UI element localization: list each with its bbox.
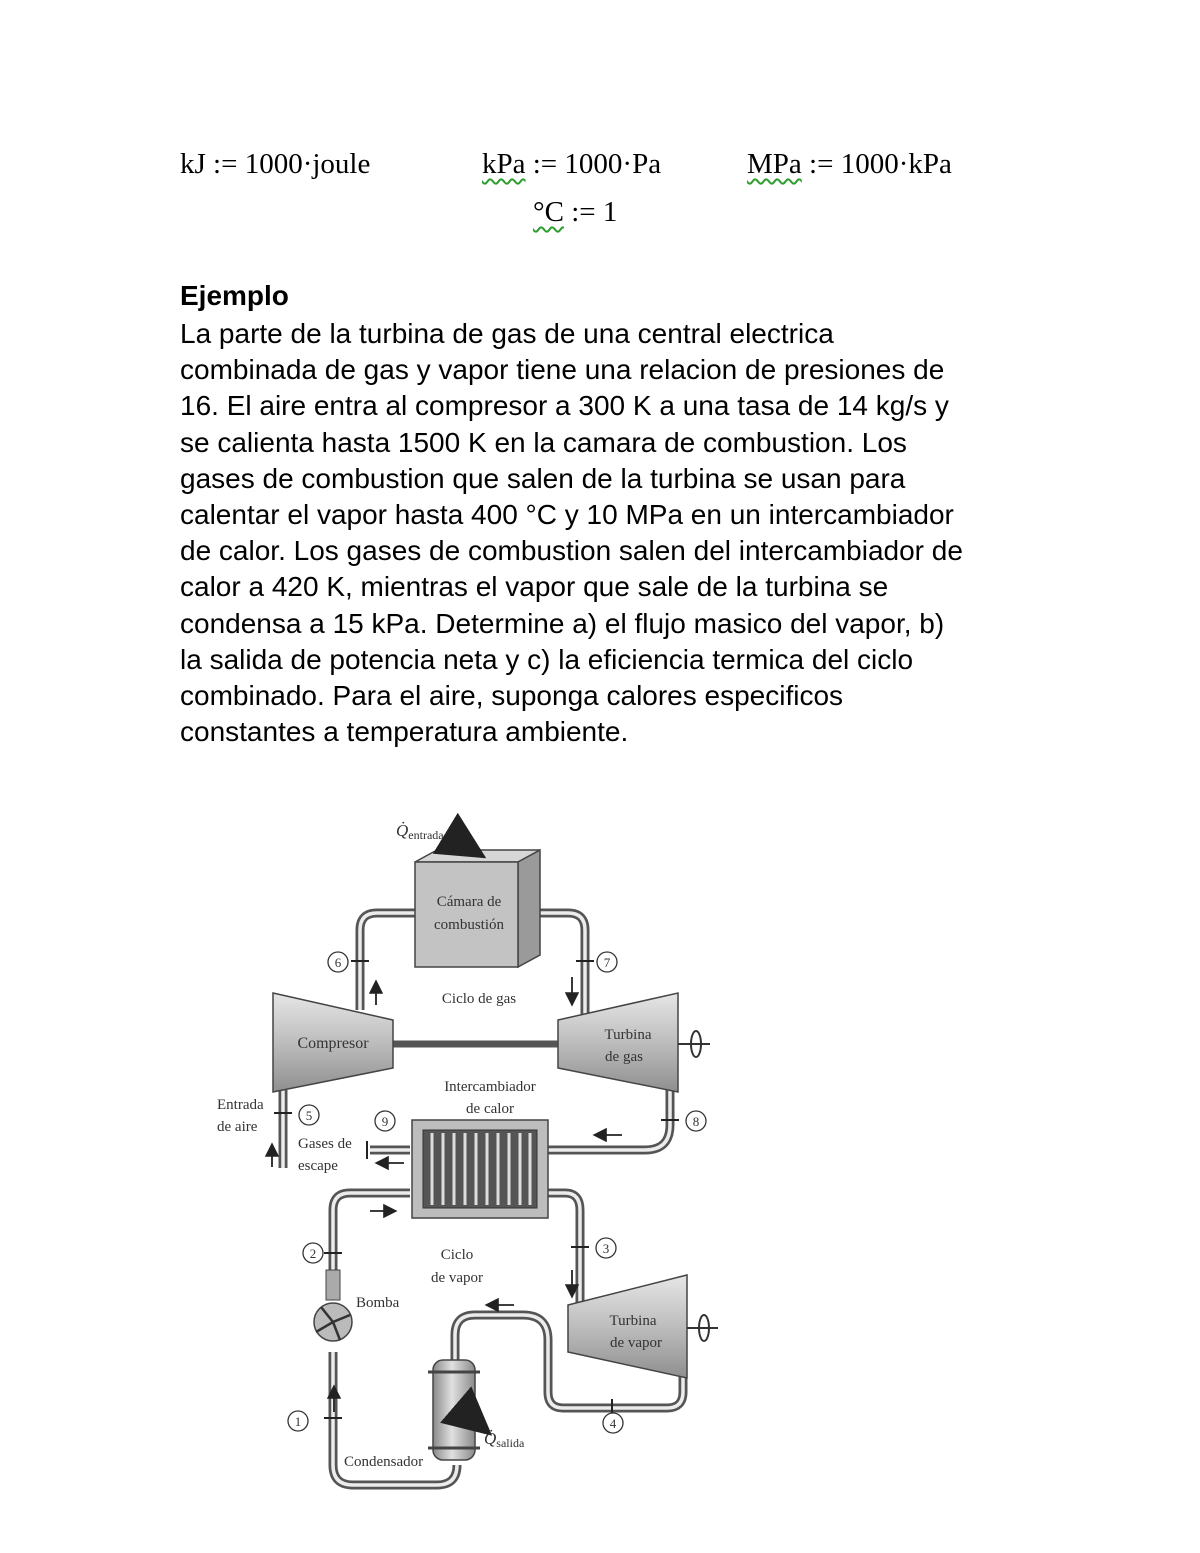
q-in-label: $Q̇_{entrada}$ (396, 821, 444, 842)
exhaust-label-2: escape (298, 1158, 338, 1174)
problem-line: se calienta hasta 1500 K en la camara de combustion. Los (180, 426, 907, 458)
def-degc-op: := (563, 196, 603, 228)
def-mpa (747, 148, 952, 181)
def-degc-lhs: °C (533, 196, 564, 228)
def-mpa-lhs: MPa (747, 148, 802, 180)
def-kj (180, 148, 370, 181)
steam-cycle-label-2: de vapor (430, 1270, 484, 1286)
problem-line: combinada de gas y vapor tiene una relacion de presiones de (180, 354, 945, 386)
hx-label-2: de calor (466, 1101, 514, 1117)
example-heading: Ejemplo (180, 280, 289, 311)
pipe-2 (333, 1193, 410, 1292)
condenser (428, 1360, 480, 1460)
def-kj-lhs: kJ (180, 148, 206, 180)
pump-label: Bomba (356, 1295, 400, 1311)
def-kpa-rhs: 1000·Pa (564, 148, 662, 180)
problem-statement (180, 316, 1080, 750)
problem-line: constantes a temperatura ambiente. (180, 716, 629, 748)
problem-line: de calor. Los gases de combustion salen del intercambiador de (180, 535, 963, 567)
compressor-label: Compresor (297, 1035, 369, 1052)
problem-line: combinado. Para el aire, suponga calores especificos (180, 680, 844, 712)
q-out-label: $Q̇_{salida}$ (484, 1429, 525, 1450)
def-kj-op: := (205, 148, 245, 180)
problem-line: condensa a 15 kPa. Determine a) el flujo masico del vapor, b) (180, 607, 945, 639)
problem-line: gases de combustion que salen de la turbina se usan para (180, 462, 906, 494)
problem-line: la salida de potencia neta y c) la eficiencia termica del ciclo (180, 643, 914, 675)
combustion-label-2: combustión (434, 917, 504, 933)
rotation-icon (678, 1031, 710, 1057)
gas-turbine-label-2: de gas (605, 1049, 643, 1065)
def-kj-rhs: 1000·joule (244, 148, 371, 180)
pipe-8 (548, 1085, 670, 1150)
gas-cycle-label: Ciclo de gas (441, 991, 517, 1007)
state-4-label: 4 (609, 1416, 617, 1431)
def-mpa-rhs: 1000·kPa (840, 148, 952, 180)
steam-cycle-label-1: Ciclo (440, 1247, 474, 1263)
condenser-label: Condensador (344, 1454, 424, 1470)
def-degc (533, 196, 617, 229)
state-6-label: 6 (334, 955, 342, 970)
exhaust-label-1: Gases de (298, 1136, 352, 1152)
rotation-icon (687, 1315, 718, 1341)
combustion-label-1: Cámara de (436, 894, 502, 910)
problem-line: La parte de la turbina de gas de una central electrica (180, 318, 834, 349)
state-3-label: 3 (602, 1241, 610, 1256)
state-1-label: 1 (294, 1414, 302, 1429)
problem-line: calor a 420 K, mientras el vapor que sale de la turbina se (180, 571, 889, 603)
def-kpa-op: := (525, 148, 565, 180)
def-degc-rhs: 1 (602, 196, 618, 228)
state-7-label: 7 (603, 955, 611, 970)
air-in-label-2: de aire (217, 1119, 258, 1135)
pump (314, 1270, 352, 1341)
pipe-7 (535, 913, 585, 1018)
state-8-label: 8 (692, 1114, 700, 1129)
def-kpa (482, 148, 661, 181)
problem-line: 16. El aire entra al compresor a 300 K a una tasa de 14 kg/s y (180, 390, 949, 422)
state-2-label: 2 (309, 1246, 317, 1261)
air-in-label-1: Entrada (217, 1097, 264, 1113)
pipe-3 (548, 1193, 580, 1310)
state-5-label: 5 (305, 1108, 313, 1123)
hx-label-1: Intercambiador (444, 1079, 536, 1095)
problem-line: calentar el vapor hasta 400 °C y 10 MPa en un intercambiador (180, 499, 954, 531)
state-9-label: 9 (381, 1114, 389, 1129)
combined-cycle-diagram (200, 810, 740, 1500)
heat-exchanger (412, 1120, 548, 1218)
def-kpa-lhs: kPa (482, 148, 526, 180)
steam-turbine-label-2: de vapor (609, 1335, 663, 1351)
gas-turbine-label-1: Turbina (604, 1027, 652, 1043)
def-mpa-op: := (801, 148, 841, 180)
steam-turbine-label-1: Turbina (609, 1313, 657, 1329)
